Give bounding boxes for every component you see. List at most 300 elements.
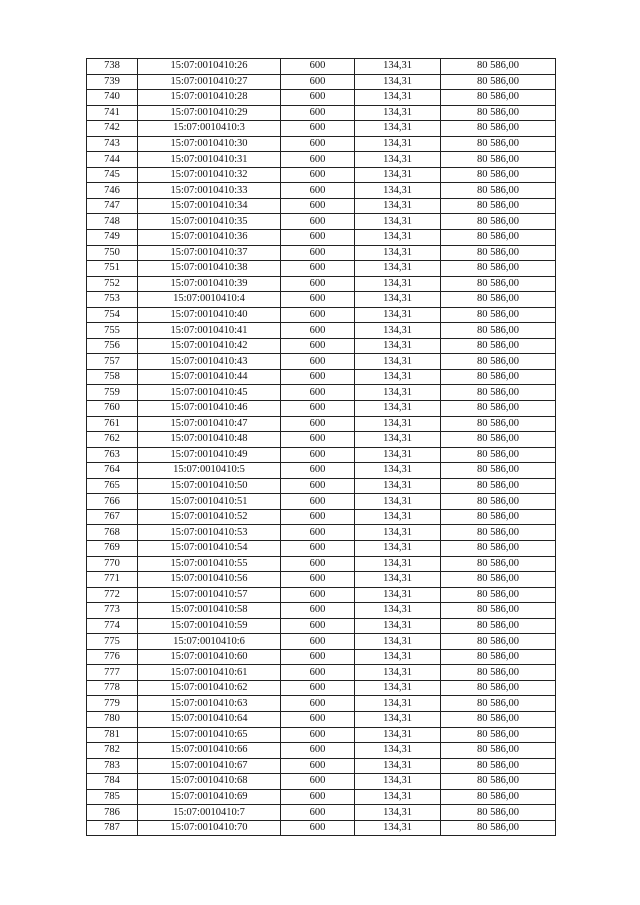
area-cell: 600 (281, 665, 355, 681)
cadastral-number-cell: 15:07:0010410:5 (138, 463, 281, 479)
area-cell: 600 (281, 603, 355, 619)
table-row (87, 261, 556, 277)
area-cell: 600 (281, 245, 355, 261)
value-cell: 80 586,00 (441, 416, 556, 432)
area-cell: 600 (281, 447, 355, 463)
table-row (87, 820, 556, 836)
table-row (87, 198, 556, 214)
table-row (87, 572, 556, 588)
area-cell: 600 (281, 401, 355, 417)
row-number-cell: 751 (87, 261, 138, 277)
cadastral-number-cell: 15:07:0010410:70 (138, 820, 281, 836)
cadastral-number-cell: 15:07:0010410:58 (138, 603, 281, 619)
rate-cell: 134,31 (355, 214, 441, 230)
area-cell: 600 (281, 634, 355, 650)
value-cell: 80 586,00 (441, 121, 556, 137)
table-row (87, 494, 556, 510)
row-number-cell: 778 (87, 680, 138, 696)
rate-cell: 134,31 (355, 167, 441, 183)
cadastral-number-cell: 15:07:0010410:64 (138, 711, 281, 727)
value-cell: 80 586,00 (441, 136, 556, 152)
cadastral-number-cell: 15:07:0010410:46 (138, 401, 281, 417)
row-number-cell: 760 (87, 401, 138, 417)
value-cell: 80 586,00 (441, 447, 556, 463)
table-row (87, 245, 556, 261)
row-number-cell: 763 (87, 447, 138, 463)
area-cell: 600 (281, 198, 355, 214)
table-row (87, 447, 556, 463)
cadastral-number-cell: 15:07:0010410:40 (138, 307, 281, 323)
value-cell: 80 586,00 (441, 556, 556, 572)
value-cell: 80 586,00 (441, 230, 556, 246)
cadastral-number-cell: 15:07:0010410:63 (138, 696, 281, 712)
area-cell: 600 (281, 743, 355, 759)
parcel-table (86, 58, 556, 836)
value-cell: 80 586,00 (441, 59, 556, 75)
row-number-cell: 746 (87, 183, 138, 199)
area-cell: 600 (281, 90, 355, 106)
rate-cell: 134,31 (355, 494, 441, 510)
value-cell: 80 586,00 (441, 478, 556, 494)
value-cell: 80 586,00 (441, 572, 556, 588)
value-cell: 80 586,00 (441, 509, 556, 525)
table-row (87, 805, 556, 821)
cadastral-number-cell: 15:07:0010410:39 (138, 276, 281, 292)
value-cell: 80 586,00 (441, 463, 556, 479)
row-number-cell: 745 (87, 167, 138, 183)
value-cell: 80 586,00 (441, 540, 556, 556)
table-row (87, 152, 556, 168)
value-cell: 80 586,00 (441, 649, 556, 665)
table-row (87, 463, 556, 479)
rate-cell: 134,31 (355, 680, 441, 696)
value-cell: 80 586,00 (441, 711, 556, 727)
value-cell: 80 586,00 (441, 525, 556, 541)
row-number-cell: 752 (87, 276, 138, 292)
rate-cell: 134,31 (355, 634, 441, 650)
rate-cell: 134,31 (355, 805, 441, 821)
cadastral-number-cell: 15:07:0010410:53 (138, 525, 281, 541)
row-number-cell: 779 (87, 696, 138, 712)
row-number-cell: 758 (87, 369, 138, 385)
value-cell: 80 586,00 (441, 401, 556, 417)
value-cell: 80 586,00 (441, 727, 556, 743)
table-row (87, 649, 556, 665)
area-cell: 600 (281, 618, 355, 634)
area-cell: 600 (281, 758, 355, 774)
cadastral-number-cell: 15:07:0010410:35 (138, 214, 281, 230)
table-row (87, 276, 556, 292)
cadastral-number-cell: 15:07:0010410:3 (138, 121, 281, 137)
value-cell: 80 586,00 (441, 820, 556, 836)
row-number-cell: 750 (87, 245, 138, 261)
value-cell: 80 586,00 (441, 805, 556, 821)
cadastral-number-cell: 15:07:0010410:33 (138, 183, 281, 199)
value-cell: 80 586,00 (441, 680, 556, 696)
area-cell: 600 (281, 276, 355, 292)
rate-cell: 134,31 (355, 385, 441, 401)
table-row (87, 727, 556, 743)
rate-cell: 134,31 (355, 136, 441, 152)
rate-cell: 134,31 (355, 509, 441, 525)
area-cell: 600 (281, 167, 355, 183)
value-cell: 80 586,00 (441, 307, 556, 323)
area-cell: 600 (281, 354, 355, 370)
table-row (87, 696, 556, 712)
table-row (87, 758, 556, 774)
value-cell: 80 586,00 (441, 587, 556, 603)
row-number-cell: 753 (87, 292, 138, 308)
rate-cell: 134,31 (355, 198, 441, 214)
cadastral-number-cell: 15:07:0010410:29 (138, 105, 281, 121)
cadastral-number-cell: 15:07:0010410:38 (138, 261, 281, 277)
cadastral-number-cell: 15:07:0010410:44 (138, 369, 281, 385)
area-cell: 600 (281, 711, 355, 727)
value-cell: 80 586,00 (441, 214, 556, 230)
table-row (87, 618, 556, 634)
table-row (87, 105, 556, 121)
area-cell: 600 (281, 338, 355, 354)
table-row (87, 416, 556, 432)
cadastral-number-cell: 15:07:0010410:42 (138, 338, 281, 354)
area-cell: 600 (281, 680, 355, 696)
area-cell: 600 (281, 152, 355, 168)
rate-cell: 134,31 (355, 183, 441, 199)
cadastral-number-cell: 15:07:0010410:32 (138, 167, 281, 183)
table-row (87, 525, 556, 541)
row-number-cell: 764 (87, 463, 138, 479)
area-cell: 600 (281, 789, 355, 805)
table-row (87, 74, 556, 90)
area-cell: 600 (281, 59, 355, 75)
cadastral-number-cell: 15:07:0010410:34 (138, 198, 281, 214)
table-row (87, 369, 556, 385)
rate-cell: 134,31 (355, 743, 441, 759)
rate-cell: 134,31 (355, 463, 441, 479)
value-cell: 80 586,00 (441, 634, 556, 650)
value-cell: 80 586,00 (441, 665, 556, 681)
rate-cell: 134,31 (355, 323, 441, 339)
value-cell: 80 586,00 (441, 603, 556, 619)
area-cell: 600 (281, 121, 355, 137)
table-row (87, 338, 556, 354)
row-number-cell: 786 (87, 805, 138, 821)
rate-cell: 134,31 (355, 649, 441, 665)
table-row (87, 540, 556, 556)
rate-cell: 134,31 (355, 758, 441, 774)
row-number-cell: 770 (87, 556, 138, 572)
cadastral-number-cell: 15:07:0010410:67 (138, 758, 281, 774)
cadastral-number-cell: 15:07:0010410:28 (138, 90, 281, 106)
value-cell: 80 586,00 (441, 198, 556, 214)
cadastral-number-cell: 15:07:0010410:61 (138, 665, 281, 681)
area-cell: 600 (281, 105, 355, 121)
row-number-cell: 754 (87, 307, 138, 323)
value-cell: 80 586,00 (441, 696, 556, 712)
area-cell: 600 (281, 540, 355, 556)
rate-cell: 134,31 (355, 261, 441, 277)
row-number-cell: 772 (87, 587, 138, 603)
row-number-cell: 780 (87, 711, 138, 727)
area-cell: 600 (281, 587, 355, 603)
cadastral-number-cell: 15:07:0010410:54 (138, 540, 281, 556)
table-row (87, 665, 556, 681)
rate-cell: 134,31 (355, 121, 441, 137)
cadastral-number-cell: 15:07:0010410:26 (138, 59, 281, 75)
area-cell: 600 (281, 385, 355, 401)
row-number-cell: 784 (87, 774, 138, 790)
rate-cell: 134,31 (355, 587, 441, 603)
table-row (87, 711, 556, 727)
rate-cell: 134,31 (355, 245, 441, 261)
area-cell: 600 (281, 261, 355, 277)
row-number-cell: 738 (87, 59, 138, 75)
area-cell: 600 (281, 494, 355, 510)
area-cell: 600 (281, 292, 355, 308)
row-number-cell: 757 (87, 354, 138, 370)
value-cell: 80 586,00 (441, 432, 556, 448)
area-cell: 600 (281, 509, 355, 525)
row-number-cell: 775 (87, 634, 138, 650)
table-row (87, 789, 556, 805)
row-number-cell: 785 (87, 789, 138, 805)
area-cell: 600 (281, 525, 355, 541)
row-number-cell: 783 (87, 758, 138, 774)
cadastral-number-cell: 15:07:0010410:59 (138, 618, 281, 634)
area-cell: 600 (281, 323, 355, 339)
row-number-cell: 743 (87, 136, 138, 152)
value-cell: 80 586,00 (441, 74, 556, 90)
table-row (87, 743, 556, 759)
table-row (87, 323, 556, 339)
cadastral-number-cell: 15:07:0010410:6 (138, 634, 281, 650)
table-row (87, 401, 556, 417)
value-cell: 80 586,00 (441, 183, 556, 199)
rate-cell: 134,31 (355, 59, 441, 75)
value-cell: 80 586,00 (441, 152, 556, 168)
cadastral-number-cell: 15:07:0010410:45 (138, 385, 281, 401)
area-cell: 600 (281, 478, 355, 494)
cadastral-number-cell: 15:07:0010410:51 (138, 494, 281, 510)
rate-cell: 134,31 (355, 540, 441, 556)
row-number-cell: 773 (87, 603, 138, 619)
cadastral-number-cell: 15:07:0010410:66 (138, 743, 281, 759)
value-cell: 80 586,00 (441, 774, 556, 790)
area-cell: 600 (281, 463, 355, 479)
rate-cell: 134,31 (355, 432, 441, 448)
table-row (87, 432, 556, 448)
table-row (87, 556, 556, 572)
table-row (87, 634, 556, 650)
rate-cell: 134,31 (355, 307, 441, 323)
row-number-cell: 769 (87, 540, 138, 556)
value-cell: 80 586,00 (441, 338, 556, 354)
row-number-cell: 771 (87, 572, 138, 588)
value-cell: 80 586,00 (441, 90, 556, 106)
value-cell: 80 586,00 (441, 354, 556, 370)
cadastral-number-cell: 15:07:0010410:62 (138, 680, 281, 696)
value-cell: 80 586,00 (441, 292, 556, 308)
rate-cell: 134,31 (355, 90, 441, 106)
rate-cell: 134,31 (355, 369, 441, 385)
row-number-cell: 740 (87, 90, 138, 106)
area-cell: 600 (281, 727, 355, 743)
row-number-cell: 765 (87, 478, 138, 494)
table-row (87, 680, 556, 696)
table-row (87, 90, 556, 106)
table-row (87, 307, 556, 323)
table-row (87, 354, 556, 370)
row-number-cell: 776 (87, 649, 138, 665)
area-cell: 600 (281, 183, 355, 199)
row-number-cell: 782 (87, 743, 138, 759)
row-number-cell: 747 (87, 198, 138, 214)
area-cell: 600 (281, 649, 355, 665)
row-number-cell: 749 (87, 230, 138, 246)
table-row (87, 121, 556, 137)
row-number-cell: 787 (87, 820, 138, 836)
cadastral-number-cell: 15:07:0010410:43 (138, 354, 281, 370)
rate-cell: 134,31 (355, 618, 441, 634)
rate-cell: 134,31 (355, 338, 441, 354)
cadastral-number-cell: 15:07:0010410:7 (138, 805, 281, 821)
table-row (87, 183, 556, 199)
value-cell: 80 586,00 (441, 743, 556, 759)
row-number-cell: 742 (87, 121, 138, 137)
rate-cell: 134,31 (355, 665, 441, 681)
area-cell: 600 (281, 136, 355, 152)
area-cell: 600 (281, 432, 355, 448)
table-row (87, 292, 556, 308)
cadastral-number-cell: 15:07:0010410:47 (138, 416, 281, 432)
row-number-cell: 767 (87, 509, 138, 525)
value-cell: 80 586,00 (441, 276, 556, 292)
area-cell: 600 (281, 556, 355, 572)
table-row (87, 385, 556, 401)
area-cell: 600 (281, 696, 355, 712)
area-cell: 600 (281, 805, 355, 821)
rate-cell: 134,31 (355, 230, 441, 246)
row-number-cell: 781 (87, 727, 138, 743)
parcel-table-body (87, 59, 556, 836)
rate-cell: 134,31 (355, 789, 441, 805)
rate-cell: 134,31 (355, 696, 441, 712)
rate-cell: 134,31 (355, 276, 441, 292)
cadastral-number-cell: 15:07:0010410:31 (138, 152, 281, 168)
area-cell: 600 (281, 416, 355, 432)
cadastral-number-cell: 15:07:0010410:50 (138, 478, 281, 494)
row-number-cell: 756 (87, 338, 138, 354)
value-cell: 80 586,00 (441, 369, 556, 385)
value-cell: 80 586,00 (441, 618, 556, 634)
cadastral-number-cell: 15:07:0010410:57 (138, 587, 281, 603)
table-row (87, 587, 556, 603)
rate-cell: 134,31 (355, 152, 441, 168)
area-cell: 600 (281, 307, 355, 323)
row-number-cell: 761 (87, 416, 138, 432)
row-number-cell: 748 (87, 214, 138, 230)
table-row (87, 59, 556, 75)
row-number-cell: 768 (87, 525, 138, 541)
area-cell: 600 (281, 214, 355, 230)
row-number-cell: 762 (87, 432, 138, 448)
value-cell: 80 586,00 (441, 323, 556, 339)
value-cell: 80 586,00 (441, 789, 556, 805)
rate-cell: 134,31 (355, 820, 441, 836)
area-cell: 600 (281, 820, 355, 836)
rate-cell: 134,31 (355, 525, 441, 541)
rate-cell: 134,31 (355, 556, 441, 572)
value-cell: 80 586,00 (441, 105, 556, 121)
value-cell: 80 586,00 (441, 758, 556, 774)
rate-cell: 134,31 (355, 105, 441, 121)
cadastral-number-cell: 15:07:0010410:52 (138, 509, 281, 525)
rate-cell: 134,31 (355, 727, 441, 743)
cadastral-number-cell: 15:07:0010410:65 (138, 727, 281, 743)
table-row (87, 774, 556, 790)
table-row (87, 230, 556, 246)
area-cell: 600 (281, 230, 355, 246)
table-row (87, 509, 556, 525)
rate-cell: 134,31 (355, 416, 441, 432)
value-cell: 80 586,00 (441, 167, 556, 183)
table-row (87, 603, 556, 619)
cadastral-number-cell: 15:07:0010410:37 (138, 245, 281, 261)
cadastral-number-cell: 15:07:0010410:55 (138, 556, 281, 572)
row-number-cell: 766 (87, 494, 138, 510)
rate-cell: 134,31 (355, 74, 441, 90)
table-row (87, 478, 556, 494)
cadastral-number-cell: 15:07:0010410:48 (138, 432, 281, 448)
rate-cell: 134,31 (355, 572, 441, 588)
rate-cell: 134,31 (355, 354, 441, 370)
cadastral-number-cell: 15:07:0010410:27 (138, 74, 281, 90)
rate-cell: 134,31 (355, 774, 441, 790)
rate-cell: 134,31 (355, 447, 441, 463)
rate-cell: 134,31 (355, 711, 441, 727)
cadastral-number-cell: 15:07:0010410:56 (138, 572, 281, 588)
value-cell: 80 586,00 (441, 494, 556, 510)
area-cell: 600 (281, 572, 355, 588)
table-row (87, 214, 556, 230)
row-number-cell: 744 (87, 152, 138, 168)
cadastral-number-cell: 15:07:0010410:68 (138, 774, 281, 790)
table-row (87, 167, 556, 183)
rate-cell: 134,31 (355, 478, 441, 494)
row-number-cell: 777 (87, 665, 138, 681)
cadastral-number-cell: 15:07:0010410:36 (138, 230, 281, 246)
row-number-cell: 774 (87, 618, 138, 634)
row-number-cell: 741 (87, 105, 138, 121)
cadastral-number-cell: 15:07:0010410:4 (138, 292, 281, 308)
value-cell: 80 586,00 (441, 245, 556, 261)
row-number-cell: 739 (87, 74, 138, 90)
area-cell: 600 (281, 369, 355, 385)
row-number-cell: 755 (87, 323, 138, 339)
area-cell: 600 (281, 74, 355, 90)
cadastral-number-cell: 15:07:0010410:30 (138, 136, 281, 152)
cadastral-number-cell: 15:07:0010410:69 (138, 789, 281, 805)
rate-cell: 134,31 (355, 292, 441, 308)
table-row (87, 136, 556, 152)
rate-cell: 134,31 (355, 401, 441, 417)
area-cell: 600 (281, 774, 355, 790)
value-cell: 80 586,00 (441, 261, 556, 277)
row-number-cell: 759 (87, 385, 138, 401)
cadastral-number-cell: 15:07:0010410:60 (138, 649, 281, 665)
value-cell: 80 586,00 (441, 385, 556, 401)
cadastral-number-cell: 15:07:0010410:49 (138, 447, 281, 463)
